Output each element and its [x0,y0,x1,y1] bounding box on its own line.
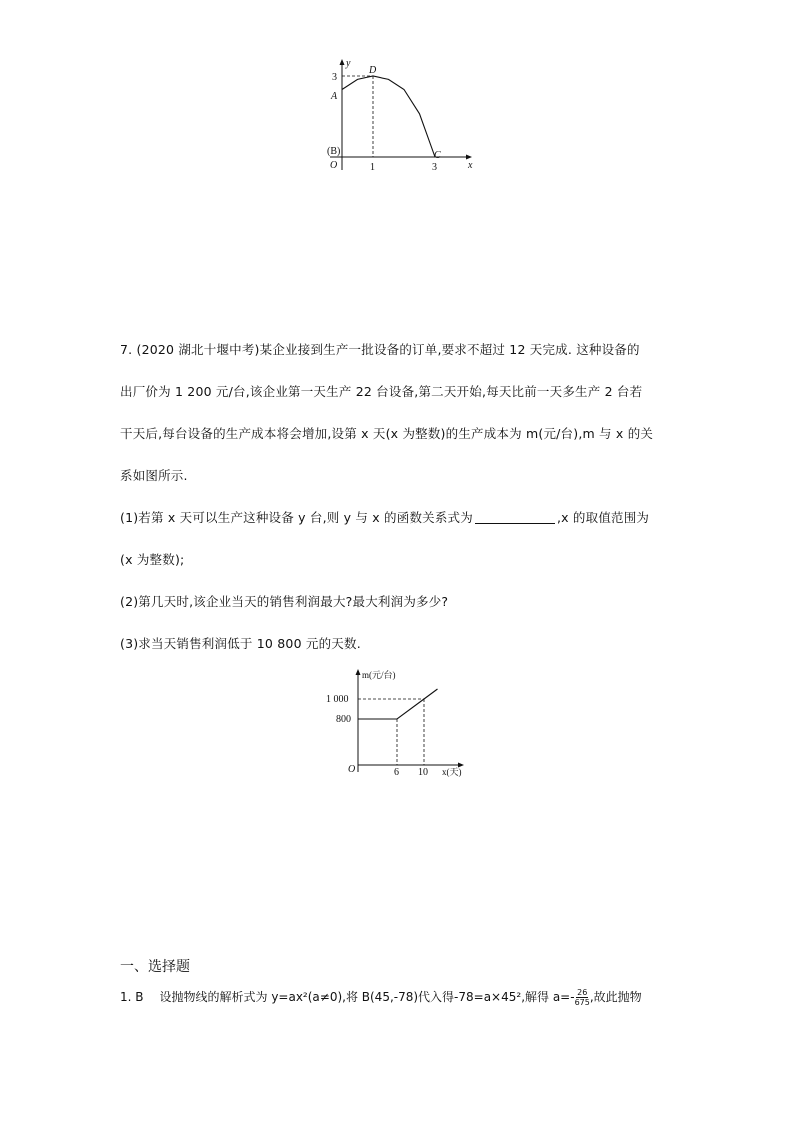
problem-stem-line2: 出厂价为 1 200 元/台,该企业第一天生产 22 台设备,第二天开始,每天比前一天多生产 2 台若 [120,384,643,399]
fig2-cost-line [358,689,438,719]
problem-stem-line3: 干天后,每台设备的生产成本将会增加,设第 x 天(x 为整数)的生产成本为 m(元/台),m 与 x 的关 [120,426,654,441]
fig1-y-arrow [340,59,345,65]
fig1-x-label: x [468,160,473,171]
answer-blank [475,511,555,524]
fig1-d-label: D [369,65,377,76]
answer-item-1-text-b: ,故此抛物 [589,990,642,1004]
fig2-origin-label: O [348,764,356,775]
answer-fraction [575,988,590,1007]
answer-item-1-text-a: 设抛物线的解析式为 y=ax²(a≠0),将 B(45,-78)代入得-78=a×45²,解得 a=- [159,990,575,1004]
fig2-y-label: m(元/台) [362,670,396,680]
fig2-tick-1000: 1 000 [326,694,349,705]
question-2: (2)第几天时,该企业当天的销售利润最大?最大利润为多少? [120,594,449,609]
answer-fraction-numerator: 26 [577,988,588,997]
fig1-parabola-curve [342,76,435,157]
fig1-b-label: (B) [327,146,341,157]
fig2-x-label: x(天) [442,767,462,777]
problem-7 [120,336,680,658]
problem-stem-line1: 7. (2020 湖北十堰中考)某企业接到生产一批设备的订单,要求不超过 12 天完成. 这种设备的 [120,342,640,357]
fig1-y-tick-3: 3 [332,72,337,83]
fig2-tick-6: 6 [394,767,399,778]
question-1-part2: ,x 的取值范围为 [556,510,650,525]
answer-item-1-number: 1. B [120,990,144,1004]
question-3: (3)求当天销售利润低于 10 800 元的天数. [120,636,361,651]
fig1-x-tick-1: 1 [370,162,375,173]
question-1 [120,504,680,532]
figure-parabola [300,50,490,180]
question-1-part1: (1)若第 x 天可以生产这种设备 y 台,则 y 与 x 的函数关系式为 [120,510,473,525]
problem-stem-line4: 系如图所示. [120,468,188,483]
fig1-x-arrow [466,155,472,160]
fig2-tick-800: 800 [336,714,351,725]
answer-item-1 [120,988,690,1007]
fig1-a-label: A [331,91,338,102]
section-title: 一、选择题 [120,959,190,975]
fig2-tick-10: 10 [418,767,428,778]
question-1-line2: (x 为整数); [120,552,185,567]
answer-fraction-denominator: 675 [574,998,590,1007]
fig1-origin-label: O [330,160,338,171]
figure-cost [320,662,480,780]
fig2-y-arrow [356,669,361,675]
fig1-c-label: C [434,150,441,161]
fig1-y-label: y [346,58,351,69]
fig1-x-tick-3: 3 [432,162,437,173]
